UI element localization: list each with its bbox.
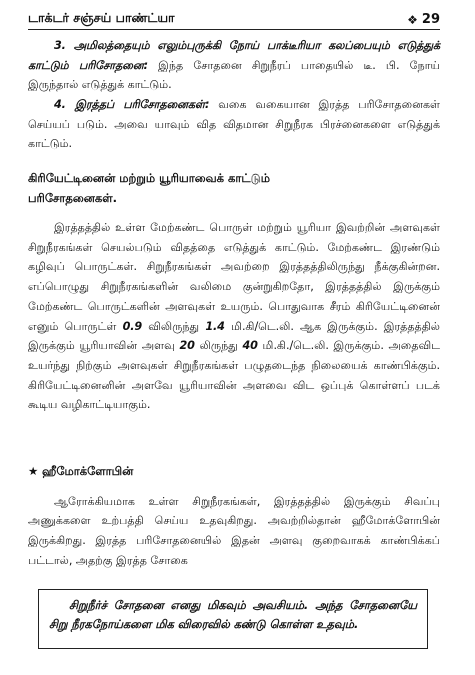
creatinine-text-e: மி.கி./டெ.லி. இருக்கும். அதைவிட உயர்ந்து நிற்கும் அளவுகள் சிறுநீரகங்கள் பழுதடைந்த நிலையைக் காண்பிக்கும். கிரியேட்டினைனின் அளவே யூரியாவின் அளவை விட ஒப்புக் கொள்ளப் படக் கூடிய வழிகாட்டியாகும். <box>28 339 441 412</box>
page-number: 29 <box>421 12 440 27</box>
creatinine-low-value: 0.9 <box>122 319 143 333</box>
hemoglobin-heading: ஹீமோக்ளோபின் <box>42 464 134 478</box>
book-page <box>28 0 440 675</box>
item-3-heading: 3. அமிலத்தையும் எலும்புருக்கி நோய் பாக்டீரியா கலப்பையும் எடுத்துக் காட்டும் பரிசோதனை: <box>28 39 440 72</box>
item-3-body: இந்த சோதனை சிறுநீரப் பாதையில் டீ. பி. நோய் இருந்தால் எடுத்துக் காட்டும். <box>28 58 440 92</box>
item-4-body: வகை வகையான இரத்த பரிசோதனைகள் செய்யப் படும். அவை யாவும் வித விதமான சிறுநீரக பிரச்னைகளை எடுத்துக் காட்டும். <box>28 98 440 151</box>
star-icon: ★ <box>28 464 39 478</box>
creatinine-text-d: லிருந்து <box>194 339 243 353</box>
page-number-group <box>407 12 440 27</box>
urea-high-value: 40 <box>242 339 258 353</box>
creatinine-text-a: இரத்தத்தில் உள்ள மேற்கண்ட பொருள் மற்றும் யூரியா இவற்றின் அளவுகள் சிறுநீரகங்கள் செயல்படும் விதத்தை எடுத்துக் காட்டும். மேற்கண்ட இரண்டும் கழிவுப் பொருட்கள். சிறுநீரகங்கள் அவற்றை இரத்தத்திலிருந்து நீக்குகின்றன. எப்பொழுது சிறுநீரகங்களின் வலிமை குன்றுகிறதோ, இரத்தத்தில் இருக்கும் மேற்கண்ட பொருட்களின் அளவுகள் உயரும். பொதுவாக சீரம் கிரியேட்டினைன் எனும் பொருட்ள் <box>28 221 440 333</box>
creatinine-text-c: மி.கி/டெ.லி. ஆக இருக்கும். இரத்தத்தில் இருக்கும் யூரியாவின் அளவு <box>28 319 440 353</box>
item-4-paragraph <box>28 95 440 154</box>
creatinine-heading: கிரியேட்டினைன் மற்றும் யூரியாவைக் காட்டும் பரிசோதனைகள். <box>28 171 270 205</box>
item-4-heading: 4. இரத்தப் பரிசோதனைகள்: <box>54 98 210 111</box>
item-3 <box>28 36 440 95</box>
note-box <box>38 589 428 649</box>
note-text: சிறுநீர்ச் சோதனை எனது மிகவும் அவசியம். அந்த சோதனையே சிறு நீரகநோய்களை மிக விரைவில் கண்டு கொள்ள உதவும். <box>49 598 417 631</box>
running-header <box>28 7 440 30</box>
creatinine-text-b: விலிருந்து <box>142 319 206 333</box>
creatinine-paragraph <box>28 218 440 415</box>
creatinine-section <box>28 169 440 415</box>
hemoglobin-paragraph: ஆரோக்கியமாக உள்ள சிறுநீரகங்கள், இரத்தத்தில் இருக்கும் சிவப்பு அணுக்களை உற்பத்தி செய்ய உதவுகிறது. அவற்றில்தான் ஹீமோக்ளோபின் இருக்கிறது. இரத்த பரிசோதனையில் இதன் அளவு குறைவாகக் காண்பிக்கப் பட்டால், அதற்கு இரத்த சோகை <box>28 494 440 567</box>
hemoglobin-heading-row <box>28 462 440 482</box>
running-title: டாக்டர் சஞ்சய் பாண்ட்யா <box>28 10 175 25</box>
urea-low-value: 20 <box>179 339 195 353</box>
diamond-ornament-icon: ❖ <box>407 12 418 27</box>
item-4 <box>28 95 440 154</box>
hemoglobin-section <box>28 462 440 570</box>
creatinine-high-value: 1.4 <box>205 319 225 333</box>
item-3-paragraph <box>28 36 440 95</box>
